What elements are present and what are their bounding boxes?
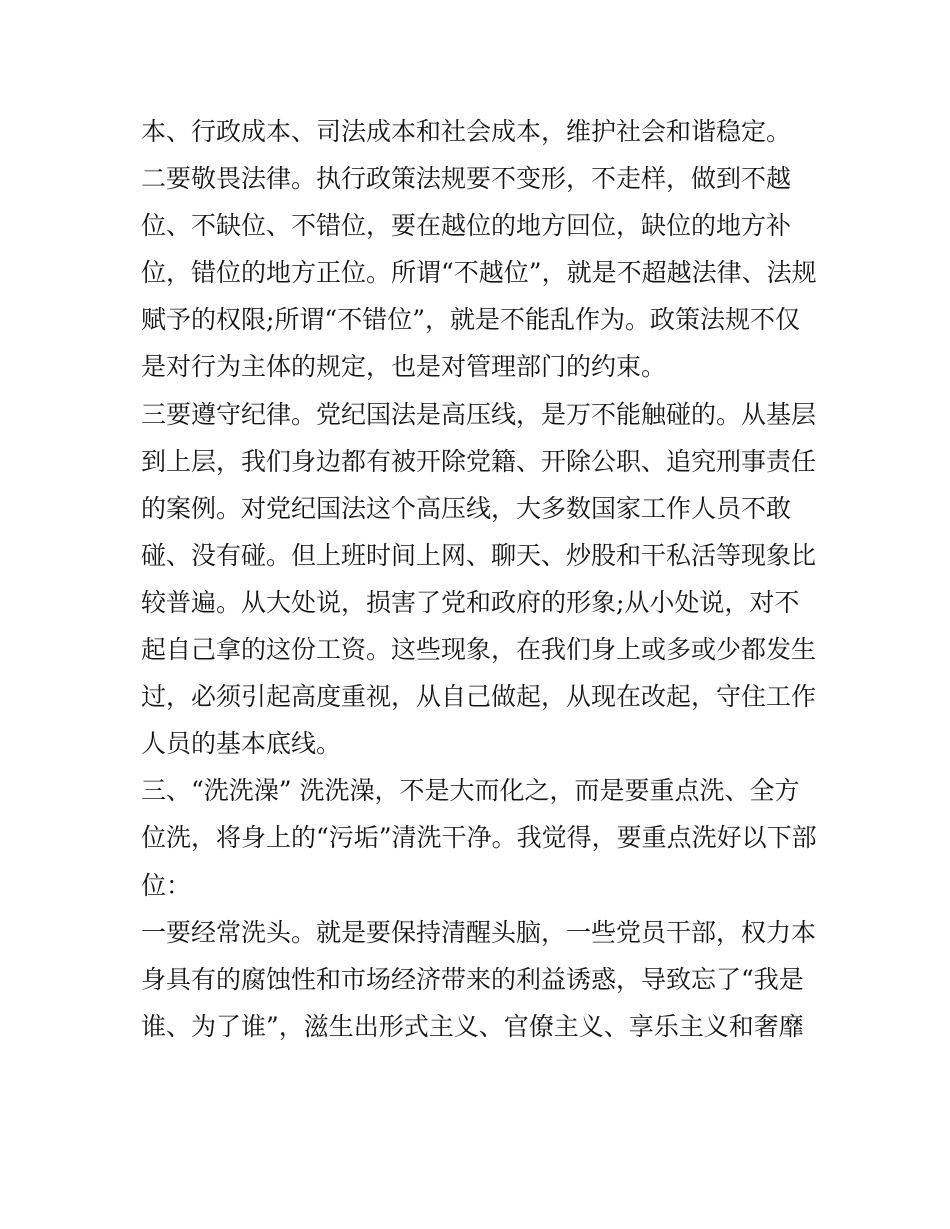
text-line: 二要敬畏法律。执行政策法规要不变形，不走样，做到不越 — [141, 164, 792, 194]
body-text — [141, 108, 821, 1050]
text-line: 三、“洗洗澡” 洗洗澡，不是大而化之，而是要重点洗、全方 — [141, 776, 800, 806]
text-line: 三要遵守纪律。党纪国法是高压线，是万不能触碰的。从基层 — [141, 399, 817, 429]
text-line: 的案例。对党纪国法这个高压线，大多数国家工作人员不敢 — [141, 493, 792, 523]
text-line: 较普遍。从大处说，损害了党和政府的形象;从小处说，对不 — [141, 587, 800, 617]
text-line: 起自己拿的这份工资。这些现象，在我们身上或多或少都发生 — [141, 635, 817, 665]
text-line: 身具有的腐蚀性和市场经济带来的利益诱惑，导致忘了“我是 — [141, 964, 804, 994]
text-line: 过，必须引起高度重视，从自己做起，从现在改起，守住工作 — [141, 682, 817, 712]
text-line: 位洗，将身上的“污垢”清洗干净。我觉得，要重点洗好以下部 — [141, 823, 817, 853]
text-line: 本、行政成本、司法成本和社会成本，维护社会和谐稳定。 — [141, 117, 792, 146]
text-line: 碰、没有碰。但上班时间上网、聊天、炒股和干私活等现象比 — [141, 540, 817, 570]
text-line: 人员的基本底线。 — [141, 729, 342, 759]
text-line: 到上层，我们身边都有被开除党籍、开除公职、追究刑事责任 — [141, 446, 817, 476]
text-line: 位： — [141, 870, 192, 900]
text-line: 赋予的权限;所谓“不错位”，就是不能乱作为。政策法规不仅 — [141, 305, 800, 335]
text-line: 位，错位的地方正位。所谓“不越位”，就是不超越法律、法规 — [141, 258, 817, 288]
text-line: 谁、为了谁”，滋生出形式主义、官僚主义、享乐主义和奢靡 — [141, 1011, 804, 1041]
text-line: 是对行为主体的规定，也是对管理部门的约束。 — [141, 352, 667, 382]
text-line: 一要经常洗头。就是要保持清醒头脑，一些党员干部，权力本 — [141, 917, 817, 947]
text-line: 位、不缺位、不错位，要在越位的地方回位，缺位的地方补 — [141, 211, 792, 241]
